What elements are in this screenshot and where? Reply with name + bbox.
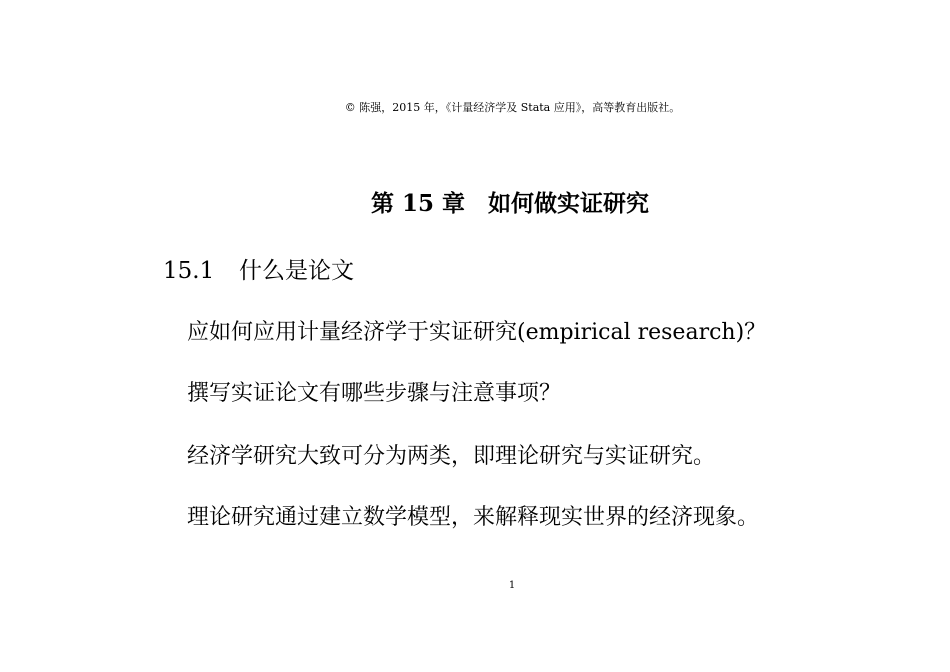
- paragraph-4: 理论研究通过建立数学模型，来解释现实世界的经济现象。: [187, 505, 760, 530]
- section-title: 什么是论文: [239, 258, 354, 284]
- page-number: 1: [508, 580, 516, 591]
- section-number: 15.1: [163, 258, 215, 284]
- paragraph-2: 撰写实证论文有哪些步骤与注意事项？: [187, 381, 562, 406]
- copyright-notice: © 陈强，2015 年，《计量经济学及 Stata 应用》，高等教育出版社。: [344, 101, 681, 114]
- paragraph-3: 经济学研究大致可分为两类，即理论研究与实证研究。: [187, 444, 716, 469]
- chapter-title: 第 15 章 如何做实证研究: [370, 190, 650, 217]
- section-heading: [163, 255, 354, 287]
- paragraph-1: 应如何应用计量经济学于实证研究(empirical research)？: [187, 320, 767, 345]
